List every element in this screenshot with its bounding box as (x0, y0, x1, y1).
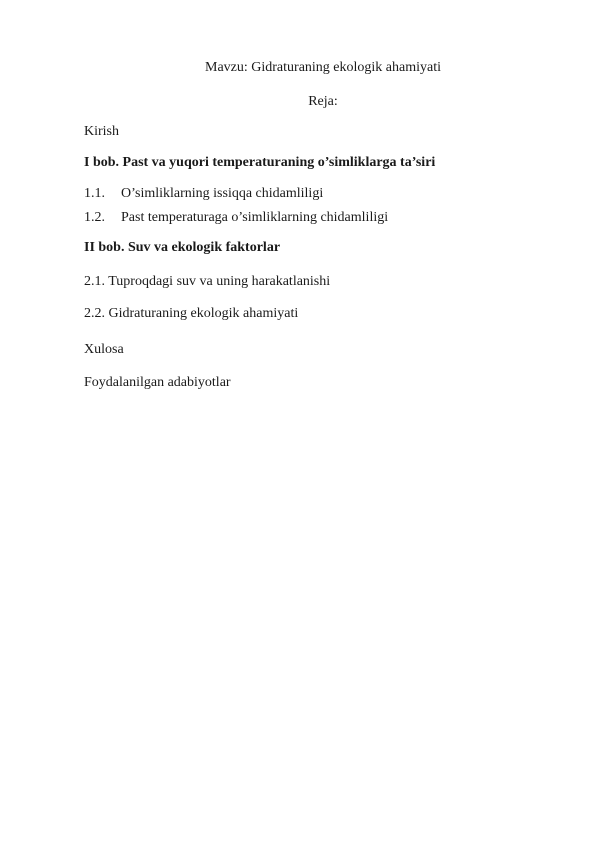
section-2-2: 2.2. Gidraturaning ekologik ahamiyati (84, 306, 299, 321)
section-2-1: 2.1. Tuproqdagi suv va uning harakatlanishi (84, 274, 331, 289)
toc-conclusion: Xulosa (84, 342, 124, 357)
chapter-1-heading: I bob. Past va yuqori temperaturaning o’simliklarga ta’siri (84, 155, 436, 170)
section-text: Past temperaturaga o’simliklarning chidamliligi (121, 210, 389, 225)
section-1-2 (84, 210, 388, 226)
chapter-2-heading: II bob. Suv va ekologik faktorlar (84, 240, 281, 255)
section-number: 1.1. (84, 186, 105, 201)
section-1-1 (84, 186, 323, 202)
section-number: 1.2. (84, 210, 105, 225)
document-title: Mavzu: Gidraturaning ekologik ahamiyati (205, 60, 441, 75)
section-text: O’simliklarning issiqqa chidamliligi (121, 186, 324, 201)
plan-heading: Reja: (308, 94, 338, 109)
toc-references: Foydalanilgan adabiyotlar (84, 375, 231, 390)
toc-intro: Kirish (84, 124, 119, 139)
